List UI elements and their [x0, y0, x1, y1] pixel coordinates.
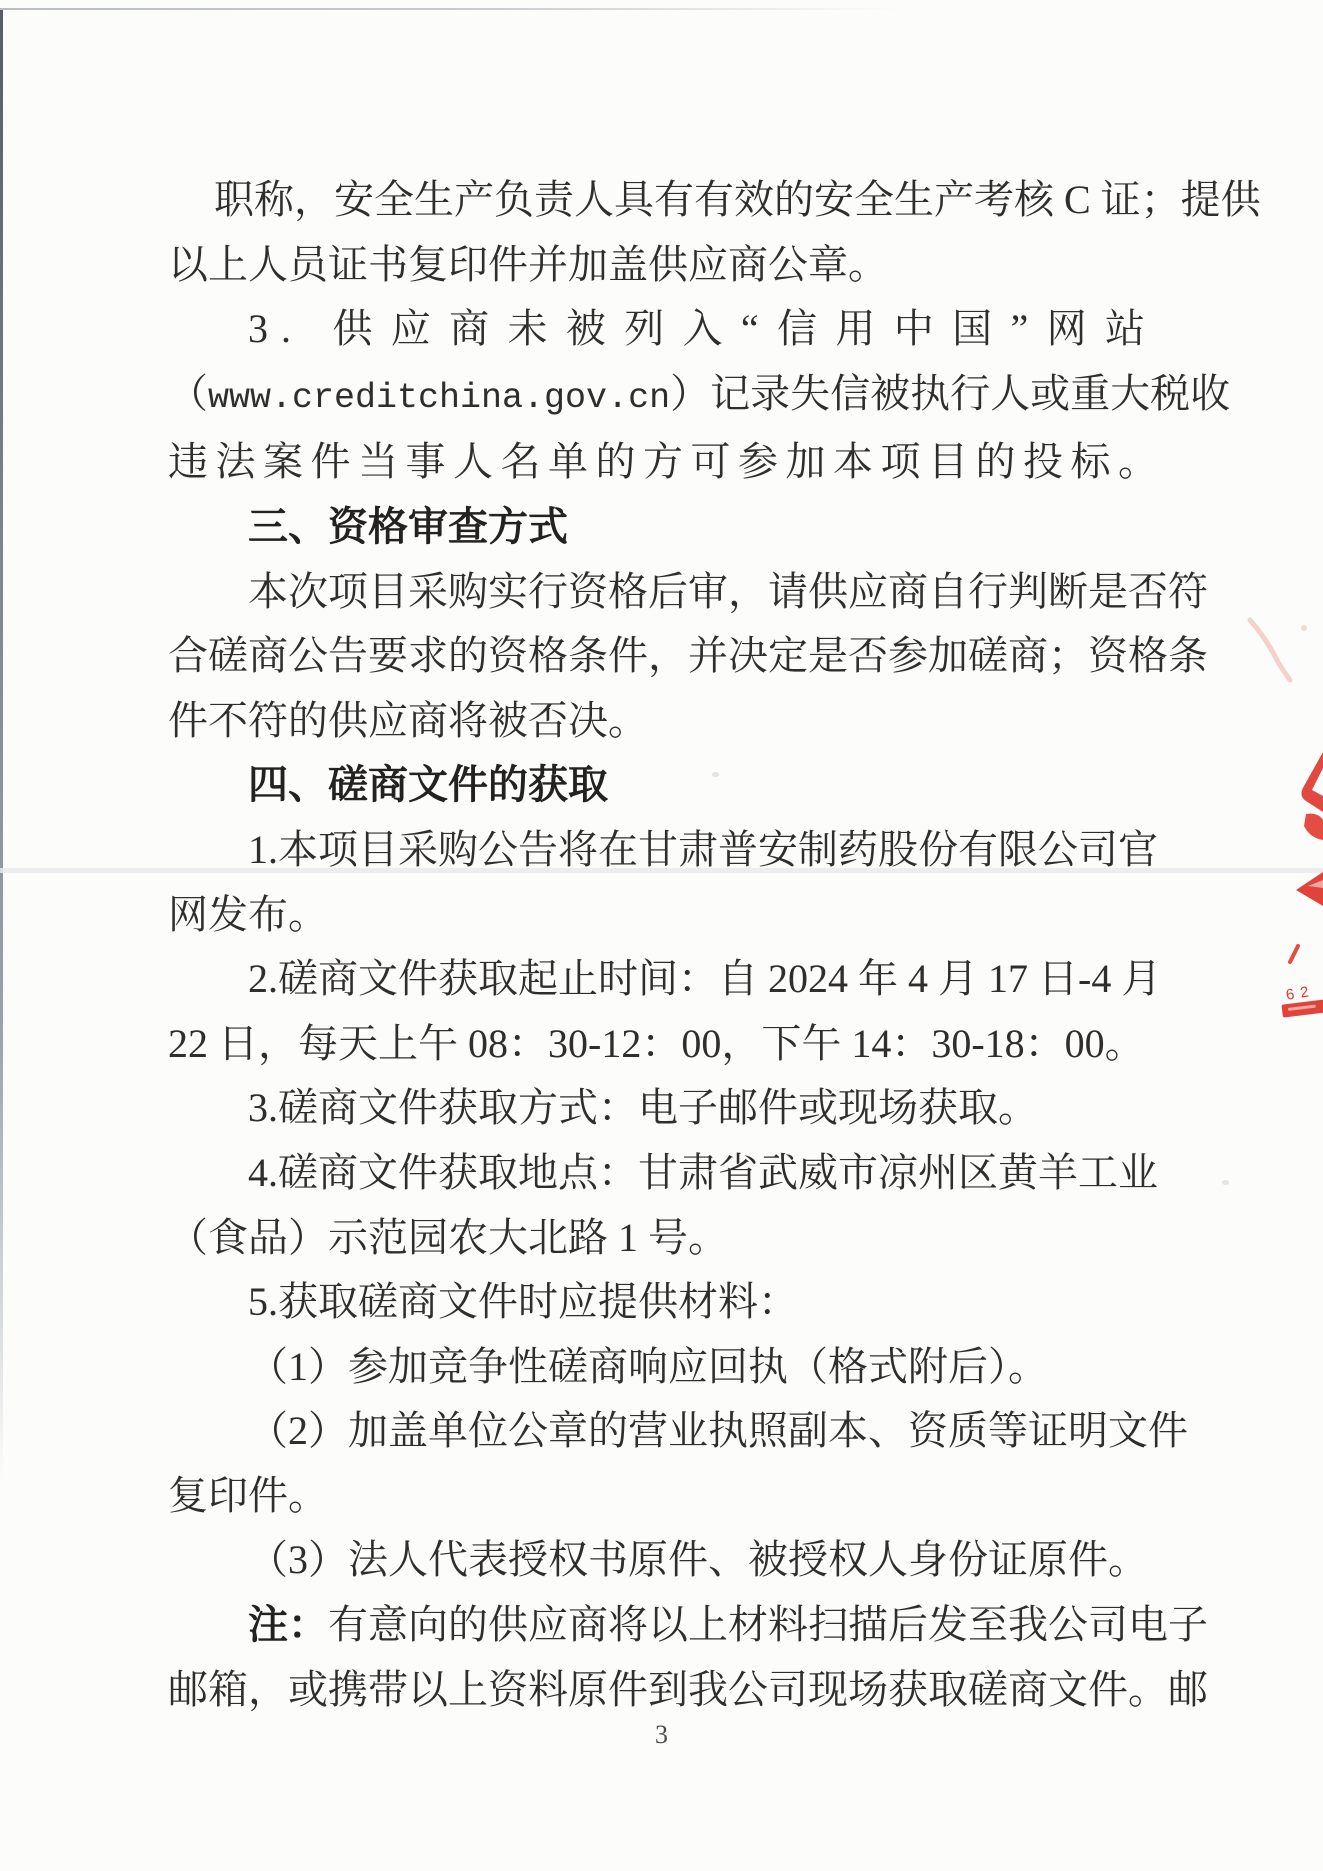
section-heading-qualification-review: 三、资格审查方式	[248, 503, 568, 549]
doc-line: （2）加盖单位公章的营业执照副本、资质等证明文件	[248, 1408, 1188, 1454]
stamp-faint-stroke	[1250, 620, 1290, 680]
stamp-wedge	[1296, 872, 1323, 906]
doc-line: 3. 供应商未被列入“信用中国”网站	[248, 306, 1158, 352]
stamp-tick	[1290, 946, 1298, 962]
stamp-bold-stroke	[1301, 752, 1323, 812]
scan-speck	[1222, 1180, 1229, 1185]
doc-line: 本次项目采购实行资格后审，请供应商自行判断是否符	[248, 568, 1208, 614]
doc-line: 1.本项目采购公告将在甘肃普安制药股份有限公司官	[248, 826, 1158, 872]
credit-china-url: www.creditchina.gov.cn	[208, 377, 671, 418]
paren-open: （	[168, 370, 208, 416]
doc-line: 违法案件当事人名单的方可参加本项目的投标。	[168, 439, 1158, 485]
doc-line: 2.磋商文件获取起止时间：自 2024 年 4 月 17 日-4 月	[248, 956, 1162, 1002]
section-heading-document-acquisition: 四、磋商文件的获取	[248, 762, 608, 808]
doc-line: （3）法人代表授权书原件、被授权人身份证原件。	[248, 1537, 1148, 1583]
doc-line: 网发布。	[168, 891, 328, 937]
stamp-digits: 62	[1284, 982, 1316, 1004]
scan-edge-left-line	[0, 10, 3, 1480]
doc-line: 邮箱，或携带以上资料原件到我公司现场获取磋商文件。邮	[168, 1666, 1208, 1712]
doc-line: 合磋商公告要求的资格条件，并决定是否参加磋商；资格条	[168, 633, 1208, 679]
doc-line: 5.获取磋商文件时应提供材料：	[248, 1279, 798, 1325]
page-number: 3	[655, 1720, 668, 1749]
note-label: 注：	[248, 1602, 328, 1648]
doc-line: （1）参加竞争性磋商响应回执（格式附后）。	[248, 1343, 1048, 1389]
doc-line: 4.磋商文件获取地点：甘肃省武威市凉州区黄羊工业	[248, 1149, 1158, 1195]
doc-line: 复印件。	[168, 1472, 328, 1518]
doc-line: 职称，安全生产负责人具有有效的安全生产考核 C 证；提供	[214, 177, 1261, 222]
stamp-bold-stroke-foot	[1304, 814, 1323, 840]
doc-line: 以上人员证书复印件并加盖供应商公章。	[168, 241, 888, 287]
stamp-faint-speck	[1301, 625, 1307, 631]
doc-line: 件不符的供应商将被否决。	[168, 697, 648, 743]
scan-edge-top-line	[0, 8, 900, 10]
doc-line: （食品）示范园农大北路 1 号。	[168, 1214, 728, 1260]
doc-line-note	[168, 1593, 1208, 1658]
doc-line: 3.磋商文件获取方式：电子邮件或现场获取。	[248, 1085, 1038, 1131]
red-stamp-fragment	[1238, 600, 1323, 1030]
note-text: 有意向的供应商将以上材料扫描后发至我公司电子	[328, 1602, 1208, 1648]
doc-line: 22 日，每天上午 08：30-12：00，下午 14：30-18：00。	[168, 1020, 1145, 1066]
url-line-rest: ）记录失信被执行人或重大税收	[670, 370, 1231, 416]
document-body	[168, 168, 1261, 1722]
doc-line-credit-china-url	[168, 362, 1231, 431]
